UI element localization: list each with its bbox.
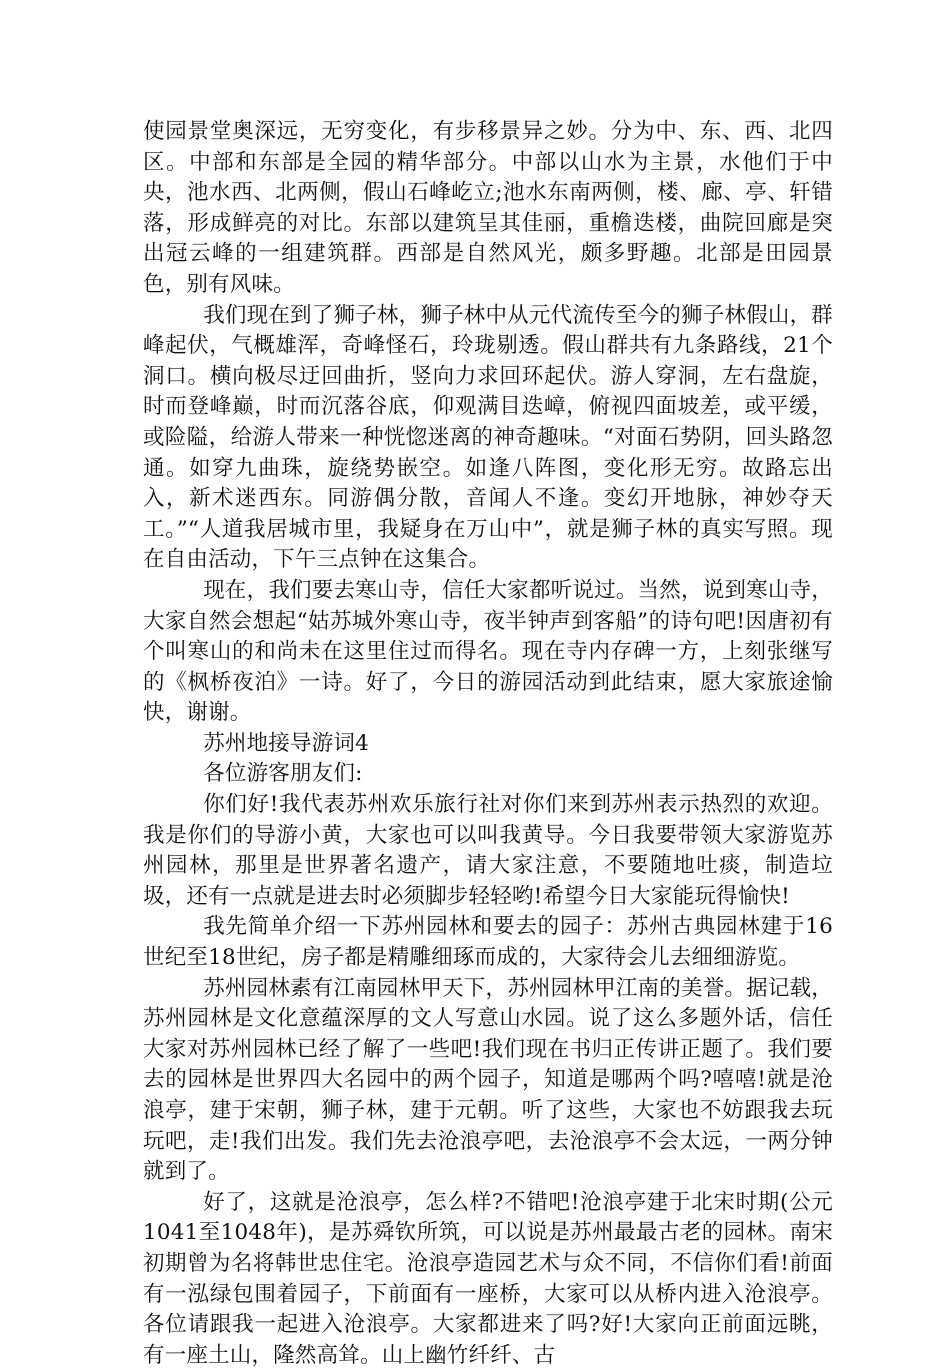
greeting: 各位游客朋友们: (203, 761, 363, 787)
paragraph-reputation: 苏州园林素有江南园林甲天下，苏州园林甲江南的美誉。据记载，苏州园林是文化意蕴深厚的文人写意山水园。说了这么多题外话，信任大家对苏州园林已经了解了一些吧!我们现在书归正传讲正题了。我们要去的园林是世界四大名园中的两个园子，知道是哪两个吗?嘻嘻!就是沧浪亭，建于宋朝，狮子林，建于元朝。听了这些，大家也不妨跟我去玩玩吧，走!我们出发。我们先去沧浪亭吧，去沧浪亭不会太远，一两分钟就到了。 (143, 975, 833, 1185)
paragraph-canglangting: 好了，这就是沧浪亭，怎么样?不错吧!沧浪亭建于北宋时期(公元1041至1048年)，是苏舜钦所筑，可以说是苏州最最古老的园林。南宋初期曾为名将韩世忠住宅。沧浪亭造园艺术与众不同，不信你们看!前面有一泓绿包围着园子，下前面有一座桥，大家可以从桥内进入沧浪亭。各位请跟我一起进入沧浪亭。大家都进来了吗?好!大家向正前面远眺，有一座土山，隆然高耸。山上幽竹纤纤、古 (143, 1189, 833, 1368)
paragraph-intro: 我先简单介绍一下苏州园林和要去的园子：苏州古典园林建于16世纪至18世纪，房子都是精雕细琢而成的，大家待会儿去细细游览。 (143, 914, 833, 971)
paragraph-welcome: 你们好!我代表苏州欢乐旅行社对你们来到苏州表示热烈的欢迎。我是你们的导游小黄，大家也可以叫我黄导。今日我要带领大家游览苏州园林，那里是世界著名遗产，请大家注意，不要随地吐痰，制造垃圾，还有一点就是进去时必须脚步轻轻哟!希望今日大家能玩得愉快! (143, 792, 833, 909)
paragraph-liuyuan-layout: 使园景堂奥深远，无穷变化，有步移景异之妙。分为中、东、西、北四区。中部和东部是全园的精华部分。中部以山水为主景，水他们于中央，池水西、北两侧，假山石峰屹立;池水东南两侧，楼、廊、亭、轩错落，形成鲜亮的对比。东部以建筑呈其佳丽，重檐迭楼，曲院回廊是突出冠云峰的一组建筑群。西部是自然风光，颇多野趣。北部是田园景色，别有风味。 (143, 119, 833, 297)
document-page (143, 117, 833, 1371)
paragraph-shizilin: 我们现在到了狮子林，狮子林中从元代流传至今的狮子林假山，群峰起伏，气概雄浑，奇峰怪石，玲珑剔透。假山群共有九条路线，21个洞口。横向极尽迂回曲折，竖向力求回环起伏。游人穿洞，左右盘旋，时而登峰巅，时而沉落谷底，仰观满目迭嶂，俯视四面坡差，或平缓，或险隘，给游人带来一种恍惚迷离的神奇趣味。“对面石势阴，回头路忽通。如穿九曲珠，旋绕势嵌空。如逢八阵图，变化形无穷。故路忘出入，新术迷西东。同游偶分散，音闻人不逢。变幻开地脉，神妙夺天工。”“人道我居城市里，我疑身在万山中”，就是狮子林的真实写照。现在自由活动，下午三点钟在这集合。 (143, 302, 833, 573)
paragraph-hanshansi: 现在，我们要去寒山寺，信任大家都听说过。当然，说到寒山寺，大家自然会想起“姑苏城外寒山寺，夜半钟声到客船”的诗句吧!因唐初有个叫寒山的和尚未在这里住过而得名。现在寺内存碑一方，上刻张继写的《枫桥夜泊》一诗。好了，今日的游园活动到此结束，愿大家旅途愉快，谢谢。 (143, 577, 833, 726)
section-title: 苏州地接导游词4 (203, 730, 369, 756)
